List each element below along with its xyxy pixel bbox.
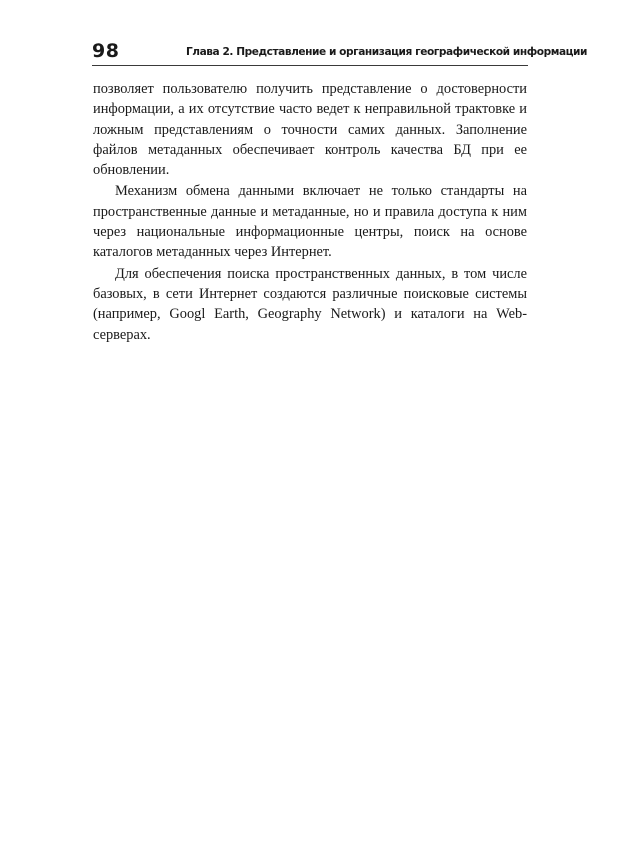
paragraph-3: Для обеспечения поиска пространственных данных, в том числе базовых, в сети Интернет создаются различные поисковые системы (например, Googl Earth, Geography Network) и каталоги на Web-серверах. xyxy=(93,265,527,343)
running-head: Глава 2. Представление и организация географической информации xyxy=(186,46,588,58)
paragraph-1: позволяет пользователю получить представление о достоверности информации, а их отсутствие часто ведет к неправильной трактовке и ложным представлениям о точности самих данных. Заполнение файлов метаданных обеспечивает контроль качества БД при ее обновлении. xyxy=(93,81,527,179)
header-rule xyxy=(92,65,528,66)
page-number: 98 xyxy=(92,40,120,62)
body-text xyxy=(93,79,527,345)
page-header xyxy=(92,40,588,66)
paragraph-2: Механизм обмена данными включает не только стандарты на пространственные данные и метаданные, но и правила доступа к ним через национальные информационные центры, поиск на основе каталогов метаданных через Интернет. xyxy=(93,183,527,261)
